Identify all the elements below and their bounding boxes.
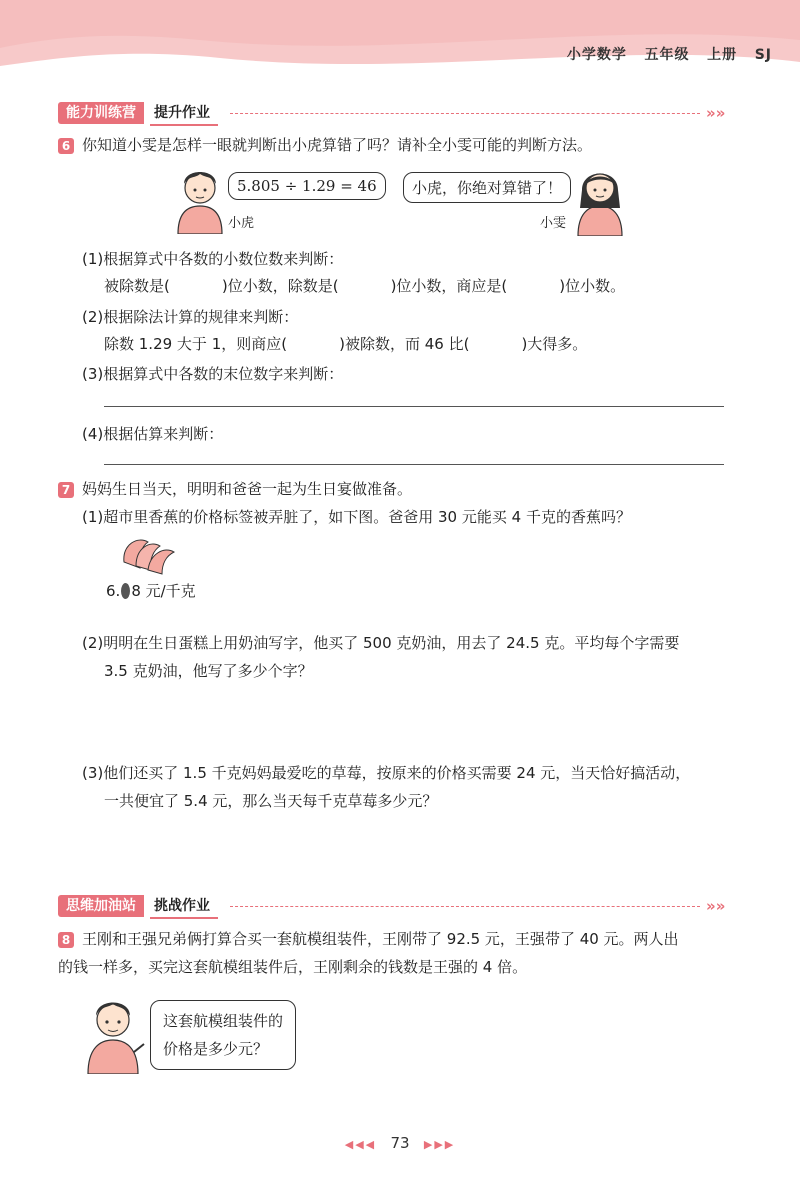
boy-illustration [170, 162, 230, 234]
q8-line2: 的钱一样多，买完这套航模组装件后，王刚剩余的钱数是王强的 4 倍。 [58, 958, 528, 976]
q7-part2-line2: 3.5 克奶油，他写了多少个字？ [104, 662, 313, 680]
q6-part3-title: (3)根据算式中各数的末位数字来判断： [82, 365, 344, 383]
next-triangles-icon: ▶▶▶ [423, 1138, 456, 1151]
q7-part1: (1)超市里香蕉的价格标签被弄脏了，如下图。爸爸用 30 元能买 4 千克的香蕉吗？ [82, 508, 631, 526]
header-grade: 五年级 [644, 47, 690, 63]
q6-part2-title: (2)根据除法计算的规律来判断： [82, 308, 299, 326]
section-bar-1 [58, 102, 738, 124]
header-meta [567, 44, 772, 64]
question-stem: 妈妈生日当天，明明和爸爸一起为生日宴做准备。 [82, 480, 413, 498]
smudge-icon [121, 583, 130, 599]
double-chevron-icon: »» [706, 897, 726, 915]
page-footer [0, 1134, 800, 1152]
section-divider [230, 113, 700, 114]
q8-line1: 王刚和王强兄弟俩打算合买一套航模组装件，王刚带了 92.5 元，王强带了 40 元。两人出 [82, 930, 679, 948]
answer-line[interactable] [104, 406, 724, 407]
question-stem: 你知道小雯是怎样一眼就判断出小虎算错了吗？请补全小雯可能的判断方法。 [82, 136, 593, 154]
page-number: 73 [390, 1134, 410, 1152]
question-number: 7 [58, 482, 74, 498]
section-tag: 思维加油站 [58, 895, 144, 917]
bubble-line: 价格是多少元？ [163, 1040, 269, 1058]
price-prefix: 6. [106, 582, 121, 600]
q6-part1-title: (1)根据算式中各数的小数位数来判断： [82, 250, 344, 268]
q6-part4-title: (4)根据估算来判断： [82, 425, 224, 443]
section-bar-2 [58, 895, 738, 917]
section-divider [230, 906, 700, 907]
bubble-line: 这套航模组装件的 [163, 1012, 284, 1030]
section-subtitle: 挑战作业 [150, 895, 218, 919]
q6-part1-fill [104, 275, 625, 296]
double-chevron-icon: »» [706, 104, 726, 122]
answer-line[interactable] [104, 464, 724, 465]
header-edition: SJ [754, 47, 772, 63]
prev-triangles-icon: ◀◀◀ [344, 1138, 377, 1151]
header-subject: 小学数学 [566, 47, 627, 63]
price-tag [106, 580, 196, 601]
fill-text: )位小数，除数是( [221, 277, 339, 295]
section-tag: 能力训练营 [58, 102, 144, 124]
section-subtitle: 提升作业 [150, 102, 218, 126]
banana-illustration [118, 532, 178, 576]
question-number: 8 [58, 932, 74, 948]
fill-text: )位小数，商应是( [390, 277, 508, 295]
q6-part2-fill [104, 333, 587, 354]
fill-text: 被除数是( [104, 277, 170, 295]
fill-text: )大得多。 [521, 335, 588, 353]
price-suffix: 8 元/千克 [131, 582, 196, 600]
name-label-left: 小虎 [228, 216, 255, 231]
q7-part2-line1: (2)明明在生日蛋糕上用奶油写字，他买了 500 克奶油，用去了 24.5 克。平均每个字需要 [82, 634, 680, 652]
speech-bubble-left: 5.805 ÷ 1.29 = 46 [228, 172, 386, 200]
boy-illustration [78, 990, 148, 1074]
speech-bubble [150, 1000, 296, 1070]
girl-illustration [568, 160, 632, 236]
speech-bubble-right: 小虎，你绝对算错了！ [403, 172, 571, 203]
q7-part3-line1: (3)他们还买了 1.5 千克妈妈最爱吃的草莓，按原来的价格买需要 24 元，当天恰好搞活动， [82, 764, 691, 782]
fill-text: )位小数。 [559, 277, 626, 295]
fill-text: )被除数，而 46 比( [339, 335, 470, 353]
question-number: 6 [58, 138, 74, 154]
fill-text: 除数 1.29 大于 1，则商应( [104, 335, 288, 353]
header-band [0, 0, 800, 80]
q7-part3-line2: 一共便宜了 5.4 元，那么当天每千克草莓多少元？ [104, 792, 438, 810]
name-label-right: 小雯 [540, 216, 567, 231]
header-volume: 上册 [707, 47, 738, 63]
